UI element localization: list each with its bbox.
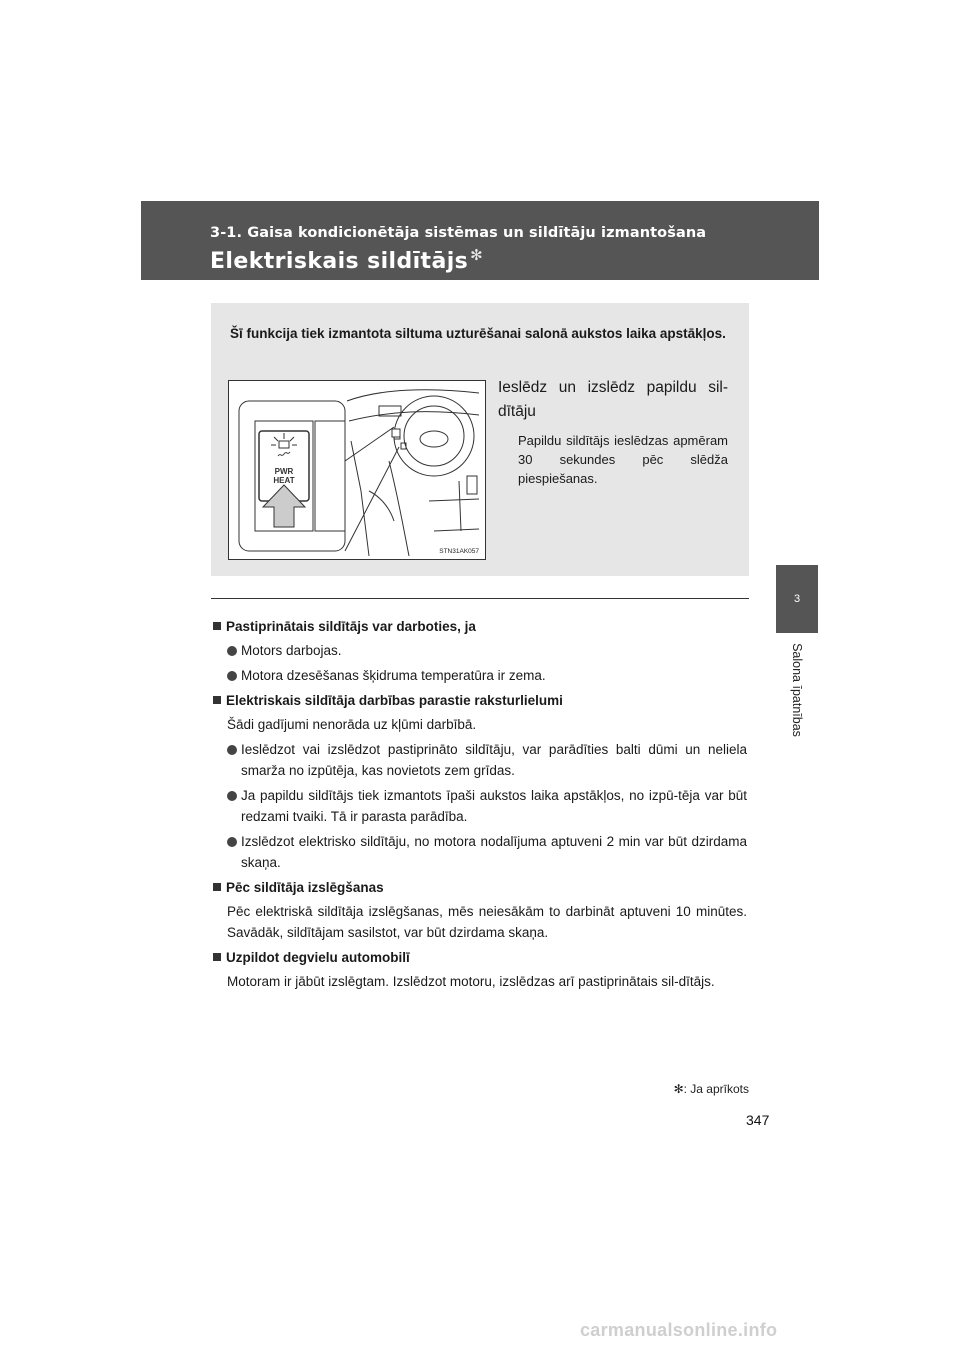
equipment-mark: ✻ (470, 246, 484, 264)
paragraph: Šādi gadījumi nenorāda uz kļūmi darbībā. (227, 717, 477, 732)
page-title (210, 246, 483, 274)
round-bullet-icon (227, 671, 237, 681)
square-bullet-icon (213, 953, 221, 961)
list-item: Izslēdzot elektrisko sildītāju, no motora nodalījuma aptuveni 2 min var būt dzirdama skaņa. (213, 831, 747, 873)
square-bullet-icon (213, 883, 221, 891)
page-title-text: Elektriskais sildītājs (210, 249, 469, 274)
callout-description: Papildu sildītājs ieslēdzas apmēram 30 sekundes pēc slēdža piespiešanas. (518, 433, 728, 486)
list-item: Motora dzesēšanas šķidruma temperatūra ir zema. (213, 665, 747, 686)
info-box (211, 303, 749, 576)
dashboard-illustration (228, 380, 486, 560)
callout-title: Ieslēdz un izslēdz papildu sil-dītāju (498, 379, 728, 420)
square-bullet-icon (213, 696, 221, 704)
chapter-tab-label-text: Salona īpatnības (790, 643, 804, 737)
watermark: carmanualsonline.info (580, 1320, 778, 1340)
chapter-tab-number: 3 (776, 565, 818, 633)
header-band (141, 201, 819, 280)
section-heading: Elektriskais sildītāja darbības parastie raksturlielumi (213, 690, 747, 711)
list-item: Ja papildu sildītājs tiek izmantots īpaši aukstos laika apstākļos, no izpū-tēja var būt redzami tvaiki. Tā ir parasta parādība. (213, 785, 747, 827)
page-number: 347 (746, 1112, 770, 1128)
section-title: 3-1. Gaisa kondicionētāja sistēmas un sildītāju izmantošana (210, 225, 707, 241)
illustration-code: STN31AK057 (439, 548, 479, 555)
round-bullet-icon (227, 837, 237, 847)
dashboard-drawing (229, 381, 485, 559)
main-content (213, 616, 747, 996)
section-heading: Pēc sildītāja izslēgšanas (213, 877, 747, 898)
round-bullet-icon (227, 745, 237, 755)
footnote (674, 1082, 749, 1096)
section-heading: Uzpildot degvielu automobilī (213, 947, 747, 968)
button-label-pwr: PWR (274, 467, 294, 476)
list-item: Ieslēdzot vai izslēdzot pastiprināto sildītāju, var parādīties balti dūmi un neliela smarža no izpūtēja, kas novietots zem grīdas. (213, 739, 747, 781)
paragraph: Motoram ir jābūt izslēgtam. Izslēdzot motoru, izslēdzas arī pastiprinātais sil-dītājs. (227, 974, 715, 989)
round-bullet-icon (227, 791, 237, 801)
divider (211, 598, 749, 599)
footnote-text: : Ja aprīkots (683, 1082, 749, 1096)
paragraph: Pēc elektriskā sildītāja izslēgšanas, mēs neiesākām to darbināt aptuveni 10 minūtes. Savādāk, sildītājam sasilstot, var būt dzirdama skaņa. (227, 904, 747, 940)
round-bullet-icon (227, 646, 237, 656)
button-label-heat: HEAT (273, 476, 295, 485)
square-bullet-icon (213, 622, 221, 630)
equipment-mark: ✻ (673, 1082, 684, 1096)
section-heading: Pastiprinātais sildītājs var darboties, ja (213, 616, 747, 637)
list-item: Motors darbojas. (213, 640, 747, 661)
intro-text: Šī funkcija tiek izmantota siltuma uzturēšanai salonā aukstos laika apstākļos. (230, 326, 726, 341)
